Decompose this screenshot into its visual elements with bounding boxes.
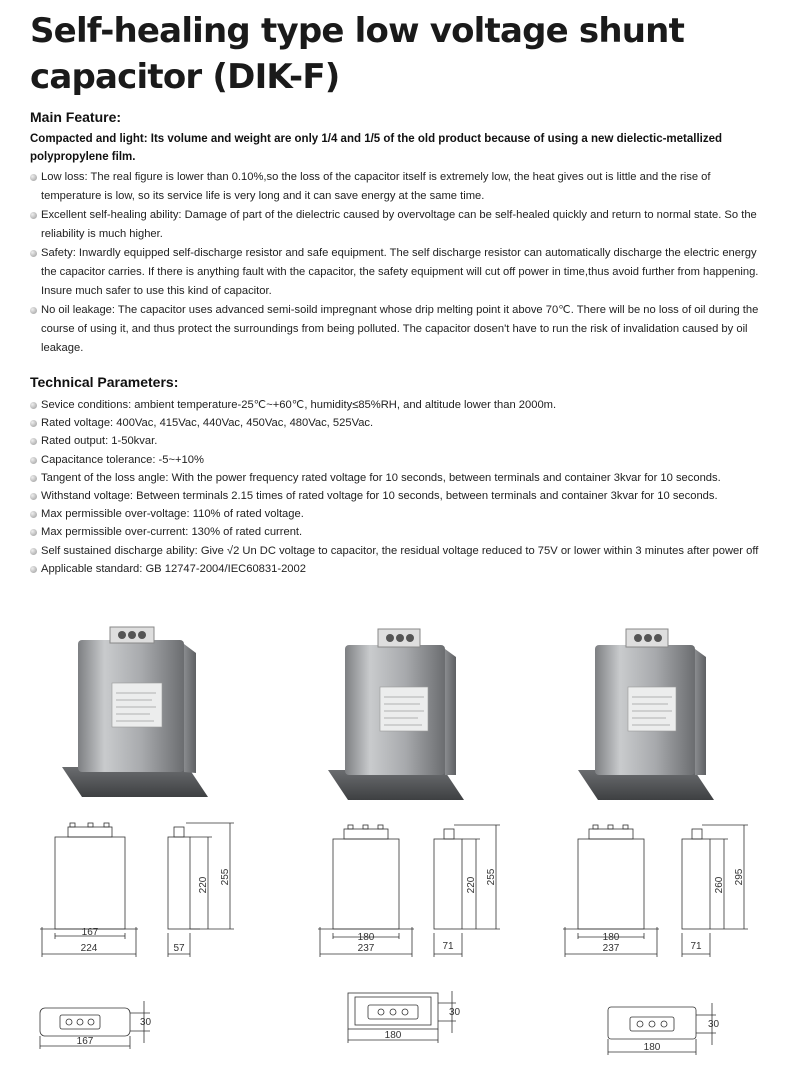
feature-item-safety: Safety: Inwardly equipped self-discharge resistor and safe equipment. The self discharge resistor can automatically discharge the electric energy the capacitor carries. If there is anything fault with the capacitor, the safety equipment will cut off power in time,thus avoid further from happening. Insure much safer to use this kind of capacitor. bbox=[30, 244, 760, 301]
dim-height-inner-3: 260 bbox=[714, 876, 725, 894]
param-withstand-voltage: Withstand voltage: Between terminals 2.15 times of rated voltage for 10 seconds, between terminals and container 3kvar for 10 seconds. bbox=[30, 487, 760, 505]
drawing-set-3 bbox=[563, 825, 748, 1055]
feature-item-low-loss: Low loss: The real figure is lower than 0.10%,so the loss of the capacitor itself is extremely low, the heat gives out is little and the rise of temperature is low, so its service life is very long and it can save energy at the same time. bbox=[30, 168, 760, 206]
param-applicable-standard: Applicable standard: GB 12747-2004/IEC60831-2002 bbox=[30, 560, 760, 578]
param-max-over-voltage: Max permissible over-voltage: 110% of rated voltage. bbox=[30, 505, 760, 523]
parameter-list bbox=[30, 396, 760, 578]
technical-heading: Technical Parameters: bbox=[30, 374, 179, 390]
dim-height-inner-1: 220 bbox=[198, 876, 209, 894]
param-rated-voltage: Rated voltage: 400Vac, 415Vac, 440Vac, 450Vac, 480Vac, 525Vac. bbox=[30, 414, 760, 432]
capacitor-photo-2 bbox=[328, 629, 464, 800]
dim-height-outer-1: 255 bbox=[220, 868, 231, 886]
dim-inner-width-3: 180 bbox=[602, 932, 620, 943]
page-title: Self-healing type low voltage shunt capacitor (DIK-F) bbox=[30, 11, 685, 97]
capacitor-photo-3 bbox=[578, 629, 714, 800]
dim-inner-width-1: 167 bbox=[81, 927, 99, 938]
dim-bottom-width-1: 167 bbox=[76, 1036, 94, 1047]
param-max-over-current: Max permissible over-current: 130% of rated current. bbox=[30, 523, 760, 541]
param-loss-angle: Tangent of the loss angle: With the power frequency rated voltage for 10 seconds, between terminals and container 3kvar for 10 seconds. bbox=[30, 469, 760, 487]
dim-front-width-3: 237 bbox=[602, 943, 620, 954]
capacitor-photo-1 bbox=[62, 627, 208, 797]
feature-item-self-healing: Excellent self-healing ability: Damage of part of the dielectric caused by overvoltage can be self-healed quickly and return to normal state. So the reliability is much higher. bbox=[30, 206, 760, 244]
dim-height-outer-2: 255 bbox=[486, 868, 497, 886]
param-capacitance-tolerance: Capacitance tolerance: -5~+10% bbox=[30, 451, 760, 469]
dim-front-width-2: 237 bbox=[357, 943, 375, 954]
dim-bottom-depth-3: 30 bbox=[708, 1019, 720, 1030]
main-feature-heading: Main Feature: bbox=[30, 109, 122, 125]
product-photos bbox=[0, 615, 789, 815]
dim-bottom-depth-1: 30 bbox=[140, 1017, 152, 1028]
dim-inner-width-2: 180 bbox=[357, 932, 375, 943]
dim-bottom-depth-2: 30 bbox=[449, 1007, 461, 1018]
dim-height-outer-3: 295 bbox=[734, 868, 745, 886]
dimension-drawings bbox=[0, 815, 789, 1065]
param-rated-output: Rated output: 1-50kvar. bbox=[30, 432, 760, 450]
param-discharge-ability: Self sustained discharge ability: Give √2 Un DC voltage to capacitor, the residual voltage reduced to 75V or lower within 3 minutes after power off bbox=[30, 542, 760, 560]
feature-item-no-oil-leakage: No oil leakage: The capacitor uses advanced semi-soild impregnant whose drip melting point it above 70℃. There will be no loss of oil during the course of using it, and thus protect the surroundings from being polluted. The capacitor dosen't have to run the risk of invalidation caused by oil leakage. bbox=[30, 301, 760, 358]
main-feature-intro: Compacted and light: Its volume and weight are only 1/4 and 1/5 of the old product because of using a new dielectic-metallized polypropylene film. bbox=[30, 133, 723, 163]
dim-bottom-width-2: 180 bbox=[384, 1030, 402, 1041]
drawing-set-1 bbox=[40, 823, 234, 1049]
dim-depth-1: 57 bbox=[173, 943, 185, 954]
dim-depth-2: 71 bbox=[442, 941, 454, 952]
feature-list bbox=[30, 168, 760, 358]
drawing-set-2 bbox=[318, 825, 500, 1043]
dim-bottom-width-3: 180 bbox=[643, 1042, 661, 1053]
dim-depth-3: 71 bbox=[690, 941, 702, 952]
dim-front-width-1: 224 bbox=[80, 943, 98, 954]
param-service-conditions: Sevice conditions: ambient temperature-25℃~+60℃, humidity≤85%RH, and altitude lower than 2000m. bbox=[30, 396, 760, 414]
dim-height-inner-2: 220 bbox=[466, 876, 477, 894]
